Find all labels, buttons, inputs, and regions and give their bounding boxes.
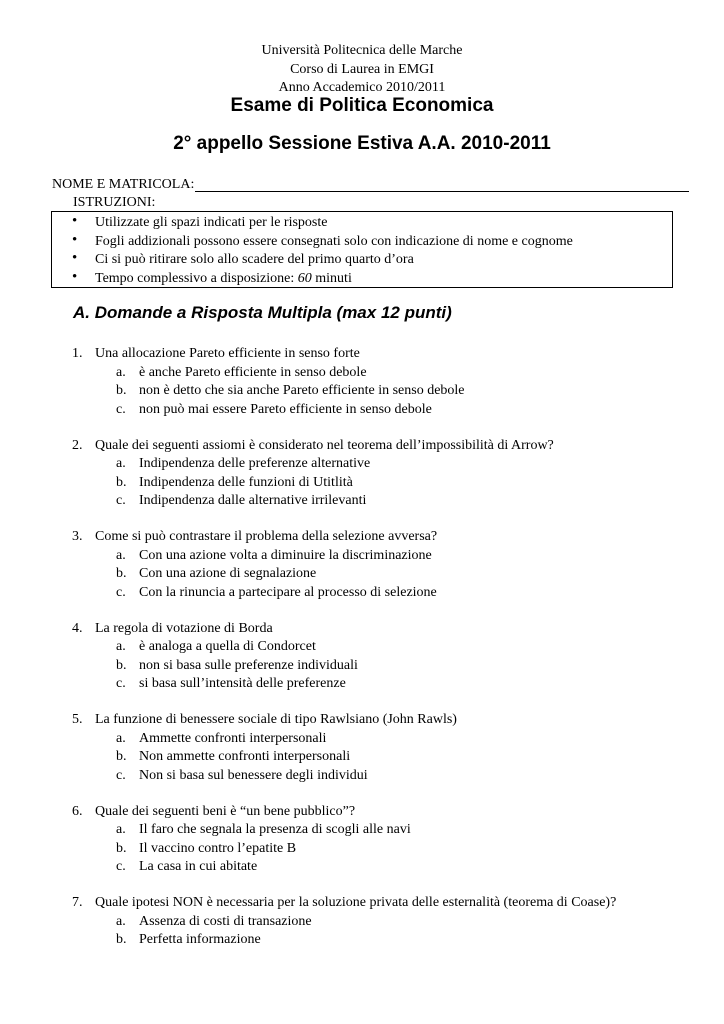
answer-option[interactable] — [72, 382, 712, 401]
answer-option[interactable] — [72, 748, 712, 767]
instruction-text: Fogli addizionali possono essere consegnati solo con indicazione di nome e cognome — [95, 233, 573, 249]
academic-year: Anno Accademico 2010/2011 — [278, 80, 446, 95]
answer-option[interactable] — [72, 638, 712, 657]
student-name-label: NOME E MATRICOLA: — [52, 177, 195, 192]
question-line — [72, 620, 712, 639]
question-text: La funzione di benessere sociale di tipo Rawlsiano (John Rawls) — [95, 712, 457, 727]
answer-option[interactable] — [72, 565, 712, 584]
question-number: 4. — [72, 620, 83, 636]
option-letter: c. — [116, 859, 126, 874]
option-text: Con una azione volta a diminuire la discriminazione — [139, 547, 432, 563]
question-number: 3. — [72, 529, 83, 544]
answer-option[interactable] — [72, 455, 712, 474]
question-text: Quale dei seguenti beni è “un bene pubblico”? — [95, 803, 356, 819]
question-line — [72, 803, 712, 822]
answer-option[interactable] — [72, 858, 712, 877]
time-prefix: Tempo complessivo a disposizione: — [95, 270, 298, 286]
question-text: Quale dei seguenti assiomi è considerato nel teorema dell’impossibilità di Arrow? — [95, 437, 554, 453]
answer-option[interactable] — [72, 474, 712, 493]
option-letter: c. — [116, 767, 126, 783]
option-letter: a. — [116, 822, 126, 837]
option-text: Assenza di costi di transazione — [139, 913, 312, 929]
question-item — [72, 894, 712, 950]
option-text: non si basa sulle preferenze individuali — [139, 657, 358, 673]
question-item — [72, 345, 712, 419]
answer-option[interactable] — [72, 675, 712, 694]
question-item — [72, 803, 712, 877]
answer-option[interactable] — [72, 492, 712, 511]
instruction-item — [52, 233, 672, 252]
exam-subtitle: 2° appello Sessione Estiva A.A. 2010-2011 — [173, 133, 551, 154]
bullet-icon: • — [72, 250, 78, 266]
option-letter: a. — [116, 639, 126, 654]
answer-option[interactable] — [72, 547, 712, 566]
questions-list — [72, 345, 712, 967]
option-text: Perfetta informazione — [139, 932, 261, 947]
option-letter: b. — [116, 474, 127, 490]
option-letter: b. — [116, 840, 127, 856]
option-letter: b. — [116, 932, 127, 947]
option-text: è anche Pareto efficiente in senso debole — [139, 364, 367, 380]
question-text: Una allocazione Pareto efficiente in senso forte — [95, 346, 360, 361]
answer-option[interactable] — [72, 730, 712, 749]
question-text: La regola di votazione di Borda — [95, 620, 273, 636]
question-line — [72, 894, 712, 913]
instruction-item — [52, 251, 672, 270]
instruction-item — [52, 214, 672, 233]
option-letter: a. — [116, 913, 126, 929]
question-text: Come si può contrastare il problema della selezione avversa? — [95, 529, 438, 544]
instruction-item-time — [52, 270, 672, 289]
answer-option[interactable] — [72, 821, 712, 840]
answer-option[interactable] — [72, 931, 712, 950]
option-letter: c. — [116, 493, 126, 508]
question-number: 5. — [72, 712, 83, 727]
option-letter: c. — [116, 401, 126, 417]
question-item — [72, 528, 712, 602]
option-letter: b. — [116, 657, 127, 673]
option-letter: a. — [116, 730, 126, 746]
option-letter: b. — [116, 749, 127, 764]
option-letter: c. — [116, 676, 126, 691]
university-name: Università Politecnica delle Marche — [261, 43, 463, 58]
option-text: Con una azione di segnalazione — [139, 566, 317, 581]
question-line — [72, 437, 712, 456]
answer-option[interactable] — [72, 584, 712, 603]
question-line — [72, 345, 712, 364]
option-text: La casa in cui abitate — [139, 859, 258, 874]
option-letter: a. — [116, 456, 126, 471]
option-text: Non si basa sul benessere degli individui — [139, 767, 368, 783]
option-text: Indipendenza dalle alternative irrilevanti — [139, 493, 367, 508]
answer-option[interactable] — [72, 913, 712, 932]
question-item — [72, 711, 712, 785]
option-letter: b. — [116, 566, 127, 581]
answer-option[interactable] — [72, 657, 712, 676]
instruction-text: Ci si può ritirare solo allo scadere del primo quarto d’ora — [95, 252, 414, 267]
option-text: Il vaccino contro l’epatite B — [139, 840, 297, 856]
time-value: 60 — [297, 270, 312, 286]
question-text: Quale ipotesi NON è necessaria per la soluzione privata delle esternalità (teorema di Coase)? — [95, 895, 617, 910]
question-item — [72, 620, 712, 694]
option-text: non è detto che sia anche Pareto efficiente in senso debole — [139, 383, 465, 398]
question-line — [72, 711, 712, 730]
option-text: non può mai essere Pareto efficiente in senso debole — [139, 401, 432, 417]
option-text: Ammette confronti interpersonali — [139, 730, 327, 746]
option-text: Indipendenza delle preferenze alternative — [139, 456, 371, 471]
option-text: Il faro che segnala la presenza di scogli alle navi — [139, 822, 411, 837]
option-text: è analoga a quella di Condorcet — [139, 639, 316, 654]
option-text: Non ammette confronti interpersonali — [139, 749, 351, 764]
bullet-icon: • — [72, 268, 78, 285]
option-text: si basa sull’intensità delle preferenze — [139, 676, 346, 691]
bullet-icon: • — [72, 213, 78, 229]
time-suffix: minuti — [311, 270, 352, 286]
degree-course: Corso di Laurea in EMGI — [290, 61, 434, 77]
answer-option[interactable] — [72, 401, 712, 420]
option-text: Indipendenza delle funzioni di Utitlità — [139, 474, 353, 490]
section-title: A. Domande a Risposta Multipla (max 12 punti) — [73, 303, 452, 322]
instructions-label: ISTRUZIONI: — [73, 195, 156, 210]
exam-title: Esame di Politica Economica — [230, 95, 494, 116]
student-name-blank[interactable] — [195, 177, 689, 192]
question-number: 7. — [72, 895, 83, 910]
instructions-box — [51, 211, 673, 288]
option-letter: a. — [116, 547, 126, 563]
question-number: 1. — [72, 346, 83, 361]
question-line — [72, 528, 712, 547]
instructions-list — [52, 212, 672, 288]
bullet-icon: • — [72, 231, 78, 248]
question-number: 6. — [72, 803, 83, 819]
answer-option[interactable] — [72, 364, 712, 383]
university-header — [0, 42, 724, 98]
student-name-field[interactable] — [52, 177, 689, 193]
instruction-text: Utilizzate gli spazi indicati per le risposte — [95, 215, 328, 230]
option-letter: b. — [116, 383, 127, 398]
question-number: 2. — [72, 437, 83, 453]
answer-option[interactable] — [72, 840, 712, 859]
option-letter: a. — [116, 364, 126, 380]
option-text: Con la rinuncia a partecipare al processo di selezione — [139, 584, 437, 600]
option-letter: c. — [116, 584, 126, 600]
answer-option[interactable] — [72, 767, 712, 786]
question-item — [72, 437, 712, 511]
